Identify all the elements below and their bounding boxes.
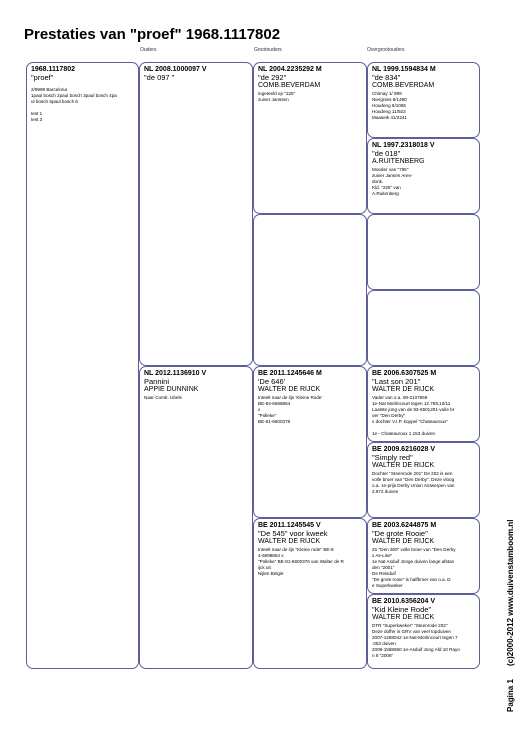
pigeon-name: "de 018": [372, 149, 401, 158]
pigeon-name: "Kid Kleine Rode": [372, 605, 432, 614]
ring-number: BE 2010.6356204 V: [372, 598, 436, 605]
grandparent-ff-card: [253, 62, 367, 214]
pigeon-notes: ingeteeld op "225" zuiver Janssen: [258, 91, 296, 102]
pigeon-name: "Last son 201": [372, 377, 421, 386]
pigeon-notes: Zn "Den 300" volle broer van "Den Derby x As-Lise" 1e Nat Asduif Jonge duiven lange afstan den "2001" De Reisduif "De grote rooie" is halfbroer van o.a. D e Superkweker: [372, 547, 456, 588]
ring-number: NL 2008.1000097 V: [144, 66, 207, 73]
ring-number: BE 2011.1245646 M: [258, 370, 322, 377]
copyright-footer: (c)2000-2012 www.duivenstamboom.nl: [506, 519, 515, 666]
column-header-grandparents: Grootouders: [254, 47, 282, 53]
pigeon-name: "de 834": [372, 73, 401, 82]
pigeon-name: "proef": [31, 73, 54, 82]
owner-name: WALTER DE RIJCK: [372, 614, 435, 621]
grandparent-mf-card: [253, 366, 367, 518]
ring-number: 1968.1117802: [31, 66, 75, 73]
greatgrandparent-fmm-card: [367, 290, 480, 366]
ring-number: NL 2004.2235292 M: [258, 66, 322, 73]
column-header-greatgrandparents: Overgrootouders: [367, 47, 405, 53]
pigeon-name: "de 292": [258, 73, 287, 82]
pigeon-name: "de 097 ": [144, 73, 175, 82]
grandparent-mm-card: [253, 518, 367, 669]
pigeon-name: "De grote Rooie": [372, 529, 428, 538]
greatgrandparent-mff-card: [367, 366, 480, 442]
owner-name: WALTER DE RIJCK: [258, 386, 321, 393]
column-header-parents: Ouders: [140, 47, 157, 53]
pigeon-name: "Simply red": [372, 453, 413, 462]
subject-card: [26, 62, 139, 669]
ring-number: BE 2009.6216028 V: [372, 446, 436, 453]
ring-number: BE 2003.6244875 M: [372, 522, 437, 529]
pigeon-notes: 2/9999 Barcelona 1paul bosch 2paul bosch 3paul bosch 4pa ul bosch 5paul bosch 6 test 1 test 3: [31, 87, 117, 122]
page-number: Pagina 1: [506, 679, 515, 712]
pigeon-notes: Inteelt naar de lijn "Kleine rode" BE-8 4-6698864 x "Polleke" BE-81-6600376 van Walter de R ijck uit Nijlen België: [258, 547, 344, 576]
greatgrandparent-fmf-card: [367, 214, 480, 290]
ring-number: BE 2006.6307525 M: [372, 370, 437, 377]
pigeon-notes: Inteelt naar de lijn 'Kleine Rode' BE-84-6698864 x "Polleke" BE-81-6600376: [258, 395, 323, 424]
page-title: Prestaties van "proef" 1968.1117802: [24, 26, 281, 43]
greatgrandparent-mmm-card: [367, 594, 480, 669]
pigeon-notes: Naar Comb. Ubels: [144, 395, 182, 400]
grandparent-fm-card: [253, 214, 367, 366]
ring-number: NL 1999.1594834 M: [372, 66, 436, 73]
pigeon-notes: DTR "Superkweker" "Steenrode 202" Deze doffer is GRV van veel topduiven 2007-1268042 1e-Nat-Morlincourt tegen 7 .053 duiven 2008-1588660 1e-Asduif Jong Afd 10 Rayo n 8 "2006": [372, 623, 460, 658]
owner-name: WALTER DE RIJCK: [258, 538, 321, 545]
greatgrandparent-mfm-card: [367, 442, 480, 518]
owner-name: WALTER DE RIJCK: [372, 386, 435, 393]
owner-name: A.RUITENBERG: [372, 158, 425, 165]
mother-card: [139, 366, 253, 669]
pigeon-name: "De 545" voor kweek: [258, 529, 328, 538]
pigeon-notes: Dochter "Steenrode 201" De 202 is een volle broer van "Den Derby". Deze vloog o.a. 1e-prijs Derby Union Antwerpen van 2.872 duiven: [372, 471, 455, 494]
pigeon-name: Pannini: [144, 377, 170, 386]
greatgrandparent-ffm-card: [367, 138, 480, 214]
ring-number: BE 2011.1245545 V: [258, 522, 321, 529]
greatgrandparent-mmf-card: [367, 518, 480, 594]
pigeon-name: 'De 646': [258, 377, 286, 386]
owner-name: WALTER DE RIJCK: [372, 538, 435, 545]
owner-name: COMB.BEVERDAM: [372, 82, 435, 89]
ring-number: NL 1997.2318018 V: [372, 142, 435, 149]
greatgrandparent-fff-card: [367, 62, 480, 138]
pigeon-notes: Vader van o.a. 08-2107859 1e-Nat Morlincourt tegen 12.759,10/11 Laatste jong van de 93-6501201-voile br oer "Den Derby" x dochter V.I.P. koppel "Chateauroux" 1e - Chateauroux 1.153 duiven: [372, 395, 455, 436]
ring-number: NL 2012.1136910 V: [144, 370, 207, 377]
pigeon-notes: Moeder van "795" zuiver Jansen Aren- donk. Kld. "225" van A.Ruitenberg: [372, 167, 413, 196]
owner-name: APPIE DUNNINK: [144, 386, 199, 393]
pigeon-notes: Chimay 1/ 999 Niergnies 8/1490 Houdeng 8/1085 Houdeng 11/923 Maaseik 41/2241: [372, 91, 407, 120]
owner-name: COMB.BEVERDAM: [258, 82, 321, 89]
owner-name: WALTER DE RIJCK: [372, 462, 435, 469]
father-card: [139, 62, 253, 366]
